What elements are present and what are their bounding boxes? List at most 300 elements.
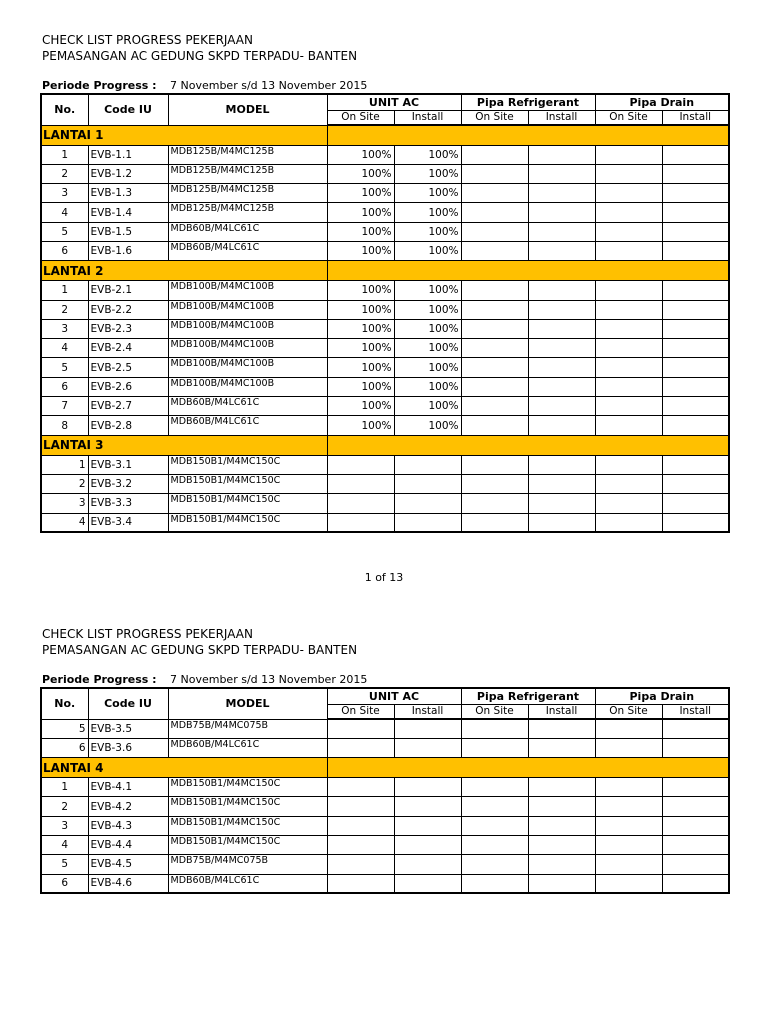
cell-unit-on-site: 100%	[327, 184, 394, 203]
header-code-iu: Code IU	[88, 94, 168, 125]
cell-refrigerant-install	[528, 738, 595, 757]
cell-refrigerant-install	[528, 203, 595, 222]
cell-unit-install	[394, 513, 461, 532]
cell-refrigerant-install	[528, 874, 595, 893]
cell-drain-on-site	[595, 184, 662, 203]
cell-code-iu: EVB-3.3	[88, 494, 168, 513]
header-drain-install: Install	[662, 110, 729, 125]
section-label: LANTAI 4	[41, 758, 327, 778]
cell-drain-on-site	[595, 816, 662, 835]
cell-code-iu: EVB-1.2	[88, 164, 168, 183]
header-unit-install: Install	[394, 110, 461, 125]
cell-refrigerant-install	[528, 778, 595, 797]
cell-code-iu: EVB-3.6	[88, 738, 168, 757]
cell-drain-install	[662, 816, 729, 835]
cell-drain-install	[662, 513, 729, 532]
cell-unit-install	[394, 835, 461, 854]
cell-no: 3	[41, 319, 88, 338]
cell-unit-on-site	[327, 797, 394, 816]
cell-unit-on-site	[327, 455, 394, 474]
cell-model: MDB150B1/M4MC150C	[168, 835, 327, 854]
cell-code-iu: EVB-2.1	[88, 281, 168, 300]
table-row	[41, 300, 729, 319]
cell-code-iu: EVB-2.7	[88, 397, 168, 416]
cell-unit-install: 100%	[394, 377, 461, 396]
cell-unit-on-site	[327, 835, 394, 854]
cell-refrigerant-on-site	[461, 184, 528, 203]
cell-no: 8	[41, 416, 88, 435]
cell-model: MDB150B1/M4MC150C	[168, 816, 327, 835]
cell-model: MDB60B/M4LC61C	[168, 738, 327, 757]
cell-no: 1	[41, 281, 88, 300]
cell-code-iu: EVB-2.6	[88, 377, 168, 396]
cell-code-iu: EVB-2.2	[88, 300, 168, 319]
cell-no: 1	[41, 778, 88, 797]
cell-model: MDB60B/M4LC61C	[168, 397, 327, 416]
cell-unit-install	[394, 474, 461, 493]
cell-refrigerant-on-site	[461, 494, 528, 513]
cell-no: 1	[41, 145, 88, 164]
cell-refrigerant-on-site	[461, 281, 528, 300]
cell-drain-on-site	[595, 222, 662, 241]
doc-title-line1: CHECK LIST PROGRESS PEKERJAAN	[42, 33, 253, 47]
cell-no: 2	[41, 474, 88, 493]
cell-drain-on-site	[595, 835, 662, 854]
header-drain-install: Install	[662, 704, 729, 719]
cell-model: MDB75B/M4MC075B	[168, 855, 327, 874]
cell-drain-on-site	[595, 855, 662, 874]
cell-no: 4	[41, 203, 88, 222]
cell-no: 3	[41, 184, 88, 203]
cell-drain-install	[662, 319, 729, 338]
cell-code-iu: EVB-3.1	[88, 455, 168, 474]
cell-unit-install	[394, 778, 461, 797]
table-row	[41, 358, 729, 377]
cell-unit-on-site: 100%	[327, 164, 394, 183]
header-model: MODEL	[168, 94, 327, 125]
table-row	[41, 222, 729, 241]
header-unit-install: Install	[394, 704, 461, 719]
cell-no: 5	[41, 358, 88, 377]
cell-unit-on-site	[327, 719, 394, 738]
section-label: LANTAI 2	[41, 261, 327, 281]
cell-no: 4	[41, 513, 88, 532]
table-row	[41, 455, 729, 474]
page-number: 1 of 13	[364, 571, 404, 584]
section-fill	[327, 261, 729, 281]
cell-no: 5	[41, 222, 88, 241]
cell-unit-install: 100%	[394, 300, 461, 319]
cell-drain-on-site	[595, 738, 662, 757]
section-row	[41, 758, 729, 778]
cell-unit-install: 100%	[394, 241, 461, 260]
cell-unit-on-site	[327, 855, 394, 874]
cell-model: MDB100B/M4MC100B	[168, 377, 327, 396]
doc-title-line1: CHECK LIST PROGRESS PEKERJAAN	[42, 627, 253, 641]
cell-refrigerant-install	[528, 184, 595, 203]
cell-drain-install	[662, 874, 729, 893]
cell-model: MDB100B/M4MC100B	[168, 339, 327, 358]
table-row	[41, 281, 729, 300]
cell-unit-on-site: 100%	[327, 300, 394, 319]
table-row	[41, 377, 729, 396]
cell-refrigerant-install	[528, 358, 595, 377]
cell-refrigerant-install	[528, 319, 595, 338]
cell-unit-install: 100%	[394, 358, 461, 377]
cell-drain-on-site	[595, 377, 662, 396]
cell-drain-install	[662, 455, 729, 474]
cell-refrigerant-on-site	[461, 377, 528, 396]
cell-drain-install	[662, 416, 729, 435]
cell-refrigerant-on-site	[461, 835, 528, 854]
period-value: 7 November s/d 13 November 2015	[170, 673, 368, 686]
cell-drain-install	[662, 145, 729, 164]
cell-drain-install	[662, 719, 729, 738]
cell-unit-on-site: 100%	[327, 358, 394, 377]
cell-refrigerant-on-site	[461, 474, 528, 493]
cell-refrigerant-install	[528, 474, 595, 493]
cell-refrigerant-install	[528, 797, 595, 816]
cell-drain-on-site	[595, 164, 662, 183]
header-code-iu: Code IU	[88, 688, 168, 719]
cell-refrigerant-on-site	[461, 738, 528, 757]
cell-unit-install	[394, 719, 461, 738]
cell-unit-on-site: 100%	[327, 397, 394, 416]
cell-drain-on-site	[595, 358, 662, 377]
cell-no: 2	[41, 164, 88, 183]
period-label: Periode Progress :	[42, 79, 157, 92]
cell-no: 5	[41, 855, 88, 874]
table-row	[41, 513, 729, 532]
cell-model: MDB150B1/M4MC150C	[168, 778, 327, 797]
progress-table-1	[40, 93, 730, 533]
cell-unit-install	[394, 816, 461, 835]
cell-unit-install	[394, 855, 461, 874]
cell-drain-on-site	[595, 145, 662, 164]
cell-model: MDB75B/M4MC075B	[168, 719, 327, 738]
header-pipa-refrigerant: Pipa Refrigerant	[461, 688, 595, 704]
table-row	[41, 397, 729, 416]
cell-model: MDB150B1/M4MC150C	[168, 513, 327, 532]
cell-drain-on-site	[595, 416, 662, 435]
cell-model: MDB150B1/M4MC150C	[168, 494, 327, 513]
progress-table-2	[40, 687, 730, 894]
section-row	[41, 125, 729, 145]
cell-refrigerant-on-site	[461, 358, 528, 377]
cell-refrigerant-install	[528, 145, 595, 164]
cell-drain-install	[662, 738, 729, 757]
cell-no: 3	[41, 494, 88, 513]
cell-unit-on-site	[327, 494, 394, 513]
cell-no: 3	[41, 816, 88, 835]
cell-refrigerant-install	[528, 339, 595, 358]
cell-drain-install	[662, 474, 729, 493]
table-row	[41, 874, 729, 893]
cell-code-iu: EVB-1.4	[88, 203, 168, 222]
cell-drain-on-site	[595, 719, 662, 738]
cell-unit-install: 100%	[394, 222, 461, 241]
cell-refrigerant-on-site	[461, 778, 528, 797]
cell-unit-on-site: 100%	[327, 145, 394, 164]
cell-unit-on-site	[327, 816, 394, 835]
cell-drain-on-site	[595, 203, 662, 222]
header-unit-on-site: On Site	[327, 110, 394, 125]
table-row	[41, 184, 729, 203]
cell-refrigerant-install	[528, 300, 595, 319]
cell-refrigerant-install	[528, 377, 595, 396]
cell-unit-install: 100%	[394, 164, 461, 183]
cell-refrigerant-on-site	[461, 719, 528, 738]
cell-model: MDB100B/M4MC100B	[168, 300, 327, 319]
cell-model: MDB60B/M4LC61C	[168, 241, 327, 260]
cell-unit-install: 100%	[394, 281, 461, 300]
table-row	[41, 241, 729, 260]
cell-code-iu: EVB-3.2	[88, 474, 168, 493]
cell-refrigerant-install	[528, 855, 595, 874]
cell-refrigerant-on-site	[461, 222, 528, 241]
header-no: No.	[41, 688, 88, 719]
table-row	[41, 416, 729, 435]
cell-model: MDB60B/M4LC61C	[168, 222, 327, 241]
cell-unit-on-site	[327, 513, 394, 532]
cell-unit-on-site: 100%	[327, 377, 394, 396]
period-value: 7 November s/d 13 November 2015	[170, 79, 368, 92]
cell-refrigerant-on-site	[461, 855, 528, 874]
cell-drain-install	[662, 241, 729, 260]
cell-code-iu: EVB-4.1	[88, 778, 168, 797]
cell-drain-install	[662, 855, 729, 874]
cell-model: MDB125B/M4MC125B	[168, 203, 327, 222]
cell-drain-on-site	[595, 300, 662, 319]
cell-refrigerant-on-site	[461, 241, 528, 260]
cell-drain-install	[662, 397, 729, 416]
cell-drain-on-site	[595, 778, 662, 797]
cell-drain-install	[662, 494, 729, 513]
cell-no: 6	[41, 874, 88, 893]
cell-drain-install	[662, 339, 729, 358]
cell-drain-on-site	[595, 241, 662, 260]
cell-code-iu: EVB-4.3	[88, 816, 168, 835]
cell-code-iu: EVB-3.5	[88, 719, 168, 738]
cell-refrigerant-on-site	[461, 874, 528, 893]
cell-unit-install: 100%	[394, 145, 461, 164]
cell-refrigerant-install	[528, 513, 595, 532]
cell-unit-install	[394, 455, 461, 474]
header-refrigerant-on-site: On Site	[461, 704, 528, 719]
section-fill	[327, 758, 729, 778]
table-row	[41, 797, 729, 816]
cell-drain-on-site	[595, 513, 662, 532]
cell-no: 6	[41, 241, 88, 260]
cell-drain-install	[662, 222, 729, 241]
cell-refrigerant-install	[528, 281, 595, 300]
cell-refrigerant-on-site	[461, 319, 528, 338]
cell-unit-on-site: 100%	[327, 241, 394, 260]
doc-title-line2: PEMASANGAN AC GEDUNG SKPD TERPADU- BANTEN	[42, 49, 358, 63]
section-fill	[327, 435, 729, 455]
cell-drain-install	[662, 203, 729, 222]
cell-unit-on-site: 100%	[327, 416, 394, 435]
table-row	[41, 835, 729, 854]
section-row	[41, 261, 729, 281]
cell-code-iu: EVB-4.6	[88, 874, 168, 893]
cell-unit-install: 100%	[394, 184, 461, 203]
cell-drain-install	[662, 281, 729, 300]
cell-refrigerant-on-site	[461, 816, 528, 835]
cell-refrigerant-on-site	[461, 300, 528, 319]
cell-unit-install	[394, 494, 461, 513]
cell-unit-on-site	[327, 738, 394, 757]
cell-model: MDB60B/M4LC61C	[168, 874, 327, 893]
cell-refrigerant-on-site	[461, 513, 528, 532]
cell-no: 2	[41, 797, 88, 816]
table-row	[41, 203, 729, 222]
header-drain-on-site: On Site	[595, 704, 662, 719]
cell-code-iu: EVB-4.5	[88, 855, 168, 874]
header-unit-ac: UNIT AC	[327, 94, 461, 110]
cell-refrigerant-install	[528, 719, 595, 738]
cell-drain-install	[662, 184, 729, 203]
cell-refrigerant-install	[528, 222, 595, 241]
cell-no: 6	[41, 377, 88, 396]
cell-code-iu: EVB-1.6	[88, 241, 168, 260]
cell-unit-on-site: 100%	[327, 319, 394, 338]
cell-refrigerant-on-site	[461, 397, 528, 416]
table-row	[41, 319, 729, 338]
cell-model: MDB150B1/M4MC150C	[168, 797, 327, 816]
section-row	[41, 435, 729, 455]
cell-no: 4	[41, 339, 88, 358]
cell-unit-on-site	[327, 474, 394, 493]
cell-refrigerant-install	[528, 164, 595, 183]
cell-no: 2	[41, 300, 88, 319]
cell-no: 7	[41, 397, 88, 416]
header-model: MODEL	[168, 688, 327, 719]
header-unit-ac: UNIT AC	[327, 688, 461, 704]
cell-drain-on-site	[595, 319, 662, 338]
section-fill	[327, 125, 729, 145]
table-row	[41, 474, 729, 493]
table-row	[41, 778, 729, 797]
section-label: LANTAI 1	[41, 125, 327, 145]
cell-unit-on-site: 100%	[327, 339, 394, 358]
cell-model: MDB150B1/M4MC150C	[168, 474, 327, 493]
cell-drain-on-site	[595, 455, 662, 474]
cell-model: MDB100B/M4MC100B	[168, 281, 327, 300]
cell-model: MDB100B/M4MC100B	[168, 358, 327, 377]
cell-code-iu: EVB-1.1	[88, 145, 168, 164]
cell-refrigerant-install	[528, 455, 595, 474]
table-row	[41, 816, 729, 835]
section-label: LANTAI 3	[41, 435, 327, 455]
cell-code-iu: EVB-2.5	[88, 358, 168, 377]
cell-refrigerant-on-site	[461, 416, 528, 435]
cell-model: MDB150B1/M4MC150C	[168, 455, 327, 474]
table-row	[41, 494, 729, 513]
cell-unit-install: 100%	[394, 397, 461, 416]
doc-title-line2: PEMASANGAN AC GEDUNG SKPD TERPADU- BANTEN	[42, 643, 358, 657]
cell-drain-on-site	[595, 474, 662, 493]
cell-model: MDB125B/M4MC125B	[168, 184, 327, 203]
cell-refrigerant-install	[528, 241, 595, 260]
header-refrigerant-install: Install	[528, 110, 595, 125]
cell-unit-on-site	[327, 778, 394, 797]
cell-code-iu: EVB-1.3	[88, 184, 168, 203]
cell-drain-install	[662, 797, 729, 816]
cell-drain-install	[662, 358, 729, 377]
cell-drain-install	[662, 835, 729, 854]
cell-unit-on-site: 100%	[327, 203, 394, 222]
cell-refrigerant-install	[528, 816, 595, 835]
cell-drain-on-site	[595, 397, 662, 416]
cell-refrigerant-on-site	[461, 455, 528, 474]
cell-drain-install	[662, 164, 729, 183]
cell-code-iu: EVB-4.2	[88, 797, 168, 816]
cell-drain-install	[662, 377, 729, 396]
cell-drain-install	[662, 778, 729, 797]
header-drain-on-site: On Site	[595, 110, 662, 125]
cell-drain-install	[662, 300, 729, 319]
cell-drain-on-site	[595, 494, 662, 513]
cell-code-iu: EVB-2.3	[88, 319, 168, 338]
table-row	[41, 738, 729, 757]
header-pipa-drain: Pipa Drain	[595, 688, 729, 704]
cell-model: MDB60B/M4LC61C	[168, 416, 327, 435]
cell-no: 1	[41, 455, 88, 474]
cell-model: MDB125B/M4MC125B	[168, 145, 327, 164]
cell-refrigerant-on-site	[461, 164, 528, 183]
cell-code-iu: EVB-4.4	[88, 835, 168, 854]
cell-unit-on-site: 100%	[327, 281, 394, 300]
cell-refrigerant-on-site	[461, 339, 528, 358]
header-pipa-refrigerant: Pipa Refrigerant	[461, 94, 595, 110]
table-row	[41, 855, 729, 874]
cell-refrigerant-install	[528, 835, 595, 854]
cell-refrigerant-on-site	[461, 203, 528, 222]
cell-unit-on-site	[327, 874, 394, 893]
cell-no: 5	[41, 719, 88, 738]
header-unit-on-site: On Site	[327, 704, 394, 719]
cell-model: MDB100B/M4MC100B	[168, 319, 327, 338]
header-no: No.	[41, 94, 88, 125]
cell-code-iu: EVB-3.4	[88, 513, 168, 532]
cell-unit-install: 100%	[394, 203, 461, 222]
table-row	[41, 719, 729, 738]
table-row	[41, 339, 729, 358]
cell-unit-install: 100%	[394, 319, 461, 338]
table-row	[41, 145, 729, 164]
cell-refrigerant-install	[528, 397, 595, 416]
cell-unit-install	[394, 797, 461, 816]
header-refrigerant-on-site: On Site	[461, 110, 528, 125]
cell-refrigerant-install	[528, 416, 595, 435]
cell-code-iu: EVB-2.8	[88, 416, 168, 435]
header-refrigerant-install: Install	[528, 704, 595, 719]
cell-refrigerant-on-site	[461, 797, 528, 816]
cell-model: MDB125B/M4MC125B	[168, 164, 327, 183]
cell-code-iu: EVB-2.4	[88, 339, 168, 358]
cell-unit-install	[394, 738, 461, 757]
cell-no: 4	[41, 835, 88, 854]
header-pipa-drain: Pipa Drain	[595, 94, 729, 110]
cell-drain-on-site	[595, 339, 662, 358]
cell-unit-install	[394, 874, 461, 893]
cell-code-iu: EVB-1.5	[88, 222, 168, 241]
cell-drain-on-site	[595, 281, 662, 300]
cell-unit-on-site: 100%	[327, 222, 394, 241]
period-label: Periode Progress :	[42, 673, 157, 686]
cell-no: 6	[41, 738, 88, 757]
